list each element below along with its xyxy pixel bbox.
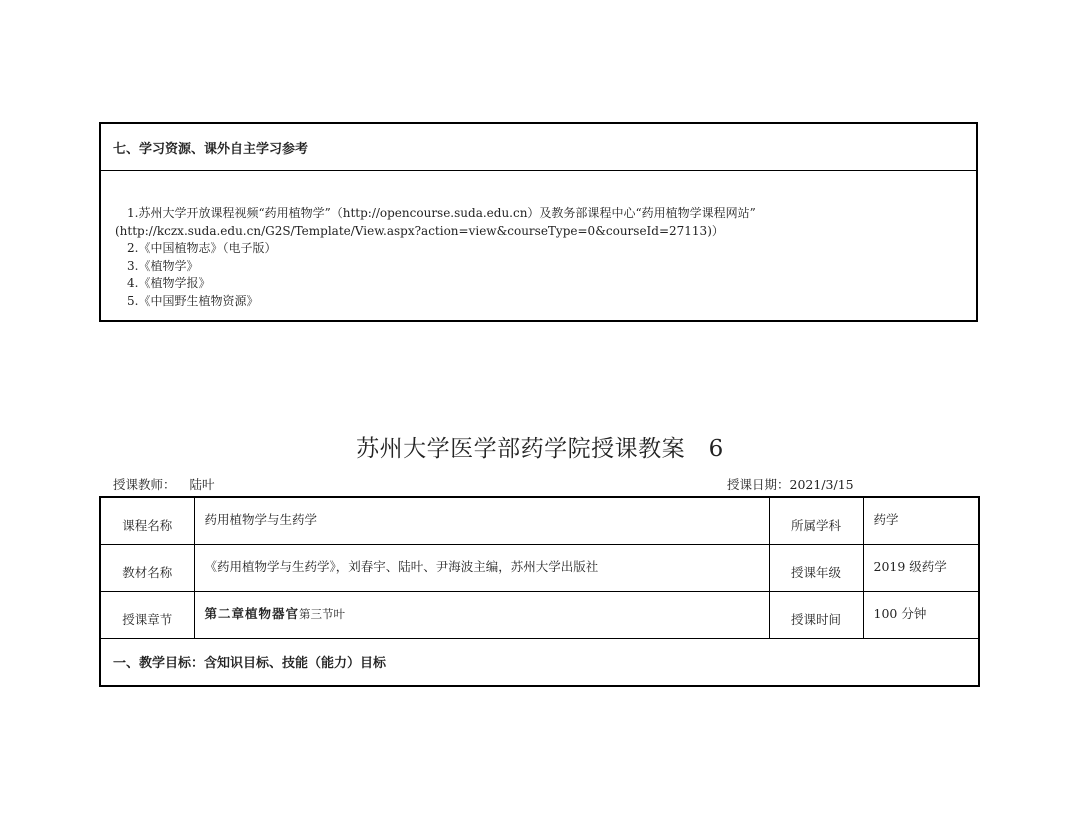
duration-value: 100 分钟 <box>863 591 979 638</box>
teacher-label: 授课教师： <box>113 477 176 492</box>
section-heading: 七、学习资源、课外自主学习参考 <box>101 124 976 171</box>
learning-resources-section <box>99 122 978 322</box>
chapter-value <box>194 591 769 638</box>
course-info-table <box>99 496 980 687</box>
teacher-name: 陆叶 <box>189 477 215 492</box>
chapter-label: 授课章节 <box>100 591 194 638</box>
page-title: 苏州大学医学部药学院授课教案 6 <box>356 436 724 462</box>
table-row <box>100 591 979 638</box>
goals-heading: 一、教学目标：含知识目标、技能（能力）目标 <box>100 638 979 686</box>
resource-item: 4.《植物学报》 <box>127 276 211 290</box>
textbook-value: 《药用植物学与生药学》，刘春宇、陆叶、尹海波主编，苏州大学出版社 <box>194 544 769 591</box>
chapter-title: 第二章植物器官 <box>204 605 300 621</box>
teacher-info <box>113 475 215 493</box>
grade-value: 2019 级药学 <box>863 544 979 591</box>
date-info <box>727 475 854 493</box>
resource-list <box>101 171 976 310</box>
subject-label: 所属学科 <box>769 497 863 544</box>
course-name-value: 药用植物学与生药学 <box>194 497 769 544</box>
resource-item: 3.《植物学》 <box>127 258 199 273</box>
resource-item: (http://kczx.suda.edu.cn/G2S/Template/View.aspx?action=view&courseType=0&courseId=27113)） <box>115 223 724 238</box>
duration-label: 授课时间 <box>769 591 863 638</box>
table-row <box>100 497 979 544</box>
resource-item: 1.苏州大学开放课程视频“药用植物学”（http://opencourse.suda.edu.cn）及教务部课程中心“药用植物学课程网站” <box>127 206 756 220</box>
grade-label: 授课年级 <box>769 544 863 591</box>
resource-item: 2.《中国植物志》（电子版） <box>127 241 277 255</box>
date-value: 2021/3/15 <box>789 477 854 492</box>
table-row <box>100 638 979 686</box>
section-title: 第三节叶 <box>299 606 346 621</box>
resource-item: 5.《中国野生植物资源》 <box>127 293 259 308</box>
table-row <box>100 544 979 591</box>
textbook-label: 教材名称 <box>100 544 194 591</box>
date-label: 授课日期： <box>727 477 790 492</box>
subject-value: 药学 <box>863 497 979 544</box>
course-name-label: 课程名称 <box>100 497 194 544</box>
